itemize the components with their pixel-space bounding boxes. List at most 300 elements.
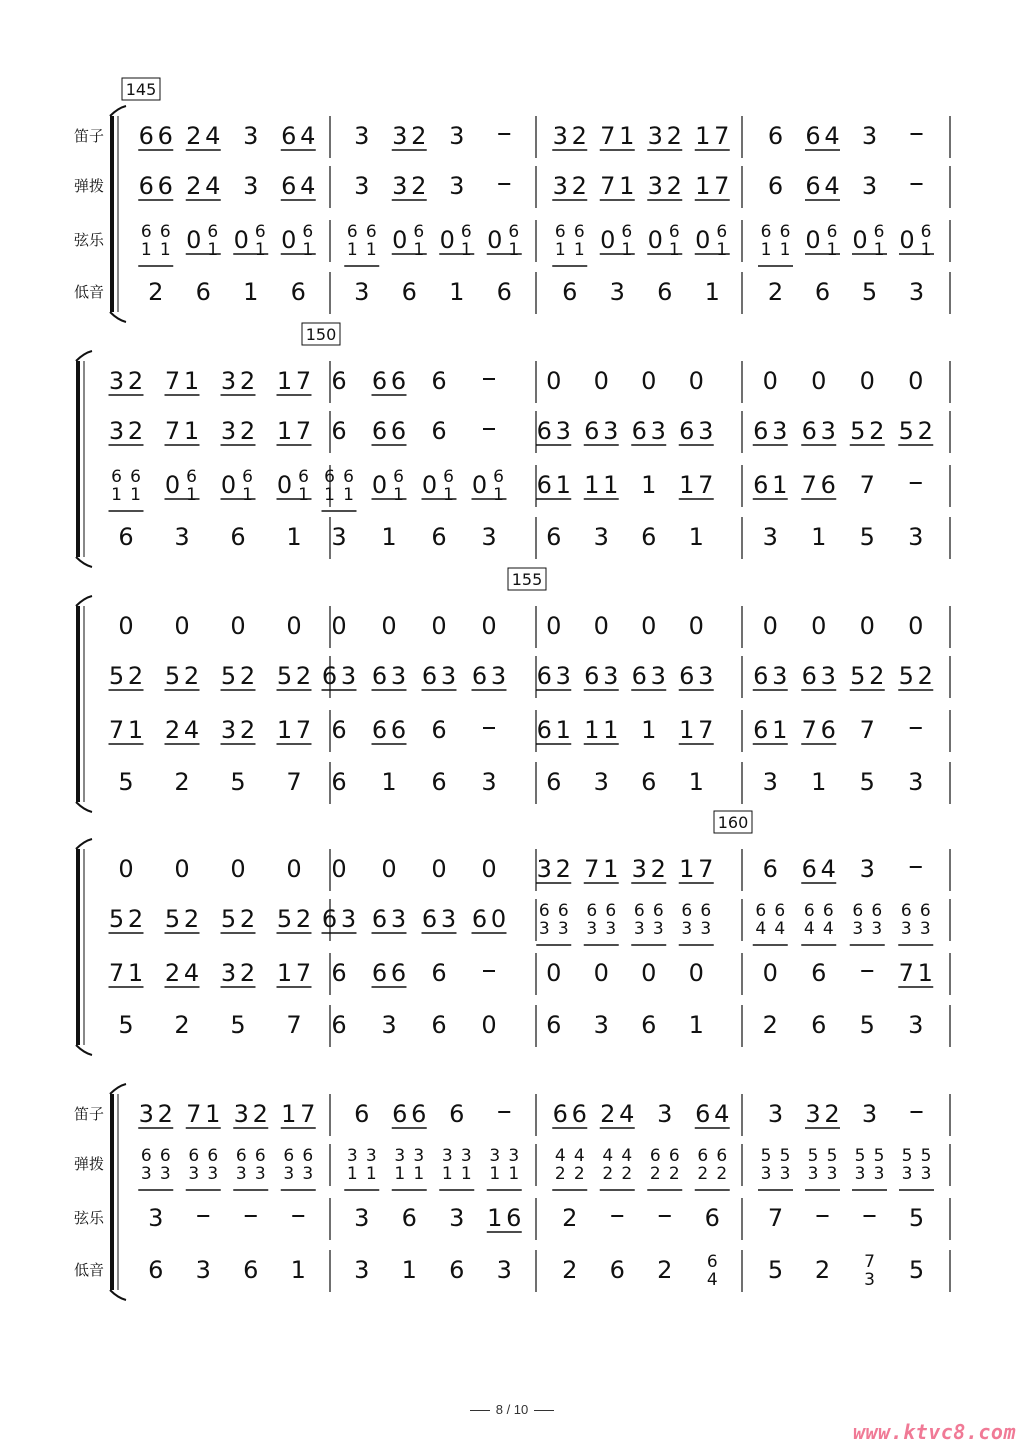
note-3: 3 bbox=[861, 172, 878, 200]
note-2: 2 bbox=[571, 172, 587, 200]
note-3: 3 bbox=[762, 768, 778, 796]
staff-3 bbox=[109, 953, 951, 995]
chord-lower-note: 1 bbox=[130, 485, 141, 505]
bracket-hook-bottom bbox=[76, 557, 92, 567]
note-2: 2 bbox=[239, 662, 256, 690]
staff-2 bbox=[74, 1144, 950, 1190]
chord-upper-note: 6 bbox=[365, 222, 377, 242]
note-7: 7 bbox=[898, 959, 914, 987]
chord-lower-note: 1 bbox=[779, 240, 791, 260]
note-6: 6 bbox=[562, 278, 578, 306]
note-2: 2 bbox=[562, 1204, 578, 1232]
chord-lower-note: 1 bbox=[186, 485, 197, 505]
note-3: 3 bbox=[772, 662, 788, 690]
note-3: 3 bbox=[552, 122, 568, 150]
note-3: 3 bbox=[496, 1256, 512, 1284]
chord-upper-note: 6 bbox=[779, 222, 791, 242]
staff-1 bbox=[109, 361, 951, 403]
chord-lower-note: 3 bbox=[254, 1164, 266, 1184]
note-5: 5 bbox=[898, 662, 914, 690]
note-7: 7 bbox=[300, 1100, 316, 1128]
rehearsal-number: 155 bbox=[511, 570, 543, 589]
chord-lower-note: 1 bbox=[668, 240, 680, 260]
note-0: 0 bbox=[174, 855, 190, 883]
note-0: 0 bbox=[421, 471, 438, 499]
chord-lower-note: 3 bbox=[605, 919, 617, 939]
note-2: 2 bbox=[295, 905, 312, 933]
chord-lower-note: 3 bbox=[852, 919, 864, 939]
chord-lower-note: 3 bbox=[140, 1164, 152, 1184]
note-7: 7 bbox=[767, 1204, 784, 1232]
note-6: 6 bbox=[753, 471, 769, 499]
chord-upper-note: 6 bbox=[557, 901, 569, 921]
note-0: 0 bbox=[220, 471, 237, 499]
staff-2 bbox=[109, 411, 951, 453]
chord-lower-note: 1 bbox=[159, 240, 171, 260]
note-1: 1 bbox=[584, 471, 600, 499]
staff-1 bbox=[118, 849, 950, 891]
page-footer bbox=[0, 1402, 1024, 1417]
note-2: 2 bbox=[127, 367, 144, 395]
chord-upper-note: 6 bbox=[573, 222, 585, 242]
note-6: 6 bbox=[281, 172, 297, 200]
chord-lower-note: 1 bbox=[346, 1164, 358, 1184]
note-7: 7 bbox=[714, 122, 730, 150]
instrument-label: 低音 bbox=[73, 1261, 104, 1279]
chord-upper-note: 6 bbox=[919, 901, 931, 921]
note-7: 7 bbox=[164, 417, 181, 445]
note-1: 1 bbox=[688, 1011, 704, 1039]
note-6: 6 bbox=[695, 1100, 711, 1128]
note-0: 0 bbox=[371, 471, 388, 499]
note-1: 1 bbox=[619, 122, 635, 150]
note-3: 3 bbox=[490, 662, 507, 690]
note-6: 6 bbox=[390, 367, 407, 395]
staff-3 bbox=[109, 465, 951, 511]
note-3: 3 bbox=[555, 417, 571, 445]
note-3: 3 bbox=[593, 523, 609, 551]
note-7: 7 bbox=[295, 959, 312, 987]
note-0: 0 bbox=[118, 855, 134, 883]
note-6: 6 bbox=[390, 959, 407, 987]
note-0: 0 bbox=[762, 959, 778, 987]
chord-upper-note: 3 bbox=[460, 1146, 472, 1166]
chord-upper-note: 6 bbox=[633, 901, 645, 921]
note-5: 5 bbox=[850, 417, 866, 445]
note-3: 3 bbox=[820, 662, 836, 690]
note-0: 0 bbox=[641, 612, 657, 640]
note-3: 3 bbox=[552, 172, 568, 200]
chord-upper-note: 6 bbox=[822, 901, 834, 921]
chord-lower-note: 3 bbox=[920, 1164, 932, 1184]
chord-lower-note: 3 bbox=[188, 1164, 200, 1184]
note-2: 2 bbox=[869, 662, 885, 690]
note-5: 5 bbox=[859, 523, 875, 551]
note-1: 1 bbox=[603, 855, 619, 883]
note-6: 6 bbox=[390, 716, 407, 744]
note-1: 1 bbox=[641, 716, 657, 744]
note-6: 6 bbox=[801, 662, 817, 690]
chord-lower-note: 2 bbox=[621, 1164, 633, 1184]
note-1: 1 bbox=[183, 367, 200, 395]
note-3: 3 bbox=[354, 1256, 370, 1284]
chord-lower-note: 2 bbox=[602, 1164, 614, 1184]
system-3 bbox=[76, 568, 950, 812]
note-6: 6 bbox=[431, 367, 447, 395]
bracket-hook-top bbox=[76, 596, 92, 606]
note-1: 1 bbox=[811, 523, 827, 551]
chord-upper-note: 4 bbox=[602, 1146, 614, 1166]
chord-upper-note: 6 bbox=[716, 222, 728, 242]
note-2: 2 bbox=[127, 662, 144, 690]
chord-lower-note: 2 bbox=[716, 1164, 728, 1184]
note-7: 7 bbox=[108, 716, 125, 744]
note-1: 1 bbox=[555, 471, 571, 499]
note-3: 3 bbox=[390, 905, 407, 933]
note-1: 1 bbox=[555, 716, 571, 744]
note-6: 6 bbox=[157, 122, 173, 150]
chord-lower-note: 1 bbox=[508, 240, 520, 260]
note-6: 6 bbox=[753, 716, 769, 744]
chord-lower-note: 1 bbox=[493, 485, 504, 505]
note-6: 6 bbox=[371, 367, 388, 395]
note-0: 0 bbox=[908, 367, 924, 395]
chord-upper-note: 6 bbox=[302, 1146, 314, 1166]
note-6: 6 bbox=[496, 278, 512, 306]
note-0: 0 bbox=[481, 855, 497, 883]
note-0: 0 bbox=[859, 367, 875, 395]
note-1: 1 bbox=[381, 523, 397, 551]
note-5: 5 bbox=[108, 662, 125, 690]
chord-upper-note: 3 bbox=[346, 1146, 358, 1166]
note-6: 6 bbox=[753, 662, 769, 690]
chord-lower-note: 3 bbox=[538, 919, 550, 939]
note-0: 0 bbox=[546, 367, 562, 395]
note-7: 7 bbox=[600, 172, 616, 200]
chord-upper-note: 6 bbox=[254, 222, 266, 242]
staff-4 bbox=[74, 1250, 950, 1292]
note-3: 3 bbox=[354, 278, 370, 306]
note-2: 2 bbox=[814, 1256, 831, 1284]
chord-upper-note: 6 bbox=[774, 901, 786, 921]
note-2: 2 bbox=[562, 1256, 578, 1284]
note-6: 6 bbox=[331, 959, 347, 987]
note-6: 6 bbox=[411, 1100, 427, 1128]
note-0: 0 bbox=[381, 855, 397, 883]
note-2: 2 bbox=[186, 122, 202, 150]
note-3: 3 bbox=[449, 122, 465, 150]
note-6: 6 bbox=[421, 662, 438, 690]
note-1: 1 bbox=[127, 716, 144, 744]
note-0: 0 bbox=[641, 367, 657, 395]
note-2: 2 bbox=[164, 959, 181, 987]
note-6: 6 bbox=[801, 417, 817, 445]
note-7: 7 bbox=[801, 471, 817, 499]
note-3: 3 bbox=[220, 367, 237, 395]
note-1: 1 bbox=[449, 278, 465, 306]
chord-upper-note: 6 bbox=[852, 901, 864, 921]
chord-upper-note: 6 bbox=[586, 901, 598, 921]
chord-upper-note: 6 bbox=[554, 222, 566, 242]
staff-1 bbox=[74, 116, 950, 158]
note-2: 2 bbox=[157, 1100, 173, 1128]
note-3: 3 bbox=[481, 523, 497, 551]
note-6: 6 bbox=[506, 1204, 522, 1232]
note-6: 6 bbox=[138, 172, 154, 200]
chord-upper-note: 6 bbox=[111, 467, 122, 487]
note-3: 3 bbox=[647, 122, 663, 150]
note-3: 3 bbox=[354, 172, 370, 200]
chord-lower-note: 1 bbox=[413, 240, 425, 260]
note-2: 2 bbox=[917, 662, 933, 690]
note-0: 0 bbox=[431, 855, 447, 883]
chord-lower-note: 3 bbox=[557, 919, 569, 939]
note-7: 7 bbox=[295, 716, 312, 744]
chord-upper-note: 6 bbox=[254, 1146, 266, 1166]
note-2: 2 bbox=[183, 662, 200, 690]
page-number: 8 / 10 bbox=[495, 1402, 529, 1417]
note-0: 0 bbox=[899, 226, 915, 254]
note-4: 4 bbox=[824, 122, 840, 150]
note-0: 0 bbox=[230, 855, 246, 883]
note-6: 6 bbox=[431, 959, 447, 987]
note-1: 1 bbox=[243, 278, 259, 306]
note-6: 6 bbox=[767, 122, 784, 150]
chord-upper-note: 6 bbox=[235, 1146, 247, 1166]
staff-4 bbox=[118, 517, 950, 559]
chord-lower-note: 3 bbox=[919, 919, 931, 939]
note-7: 7 bbox=[164, 367, 181, 395]
system-1 bbox=[74, 78, 950, 322]
note-5: 5 bbox=[276, 905, 293, 933]
note-6: 6 bbox=[331, 367, 347, 395]
chord-upper-note: 6 bbox=[324, 467, 335, 487]
chord-lower-note: 1 bbox=[716, 240, 728, 260]
chord-lower-note: 1 bbox=[343, 485, 354, 505]
chord-lower-note: 1 bbox=[920, 240, 932, 260]
note-3: 3 bbox=[390, 662, 407, 690]
staff-1 bbox=[74, 1094, 950, 1136]
chord-lower-note: 3 bbox=[807, 1164, 819, 1184]
note-4: 4 bbox=[300, 122, 316, 150]
chord-lower-note: 3 bbox=[779, 1164, 791, 1184]
note-3: 3 bbox=[392, 122, 408, 150]
chord-upper-note: 6 bbox=[188, 1146, 200, 1166]
chord-lower-note: 4 bbox=[774, 919, 786, 939]
chord-lower-note: 1 bbox=[302, 240, 314, 260]
note-6: 6 bbox=[195, 278, 211, 306]
chord-upper-note: 3 bbox=[441, 1146, 453, 1166]
note-3: 3 bbox=[220, 959, 237, 987]
note-5: 5 bbox=[850, 662, 866, 690]
chord-lower-note: 4 bbox=[706, 1270, 718, 1290]
chord-upper-note: 3 bbox=[394, 1146, 406, 1166]
bracket-hook-bottom bbox=[76, 1045, 92, 1055]
chord-lower-note: 1 bbox=[826, 240, 838, 260]
chord-lower-note: 1 bbox=[393, 485, 404, 505]
note-6: 6 bbox=[811, 1011, 827, 1039]
note-3: 3 bbox=[593, 768, 609, 796]
staff-3 bbox=[109, 710, 951, 752]
chord-lower-note: 3 bbox=[633, 919, 645, 939]
chord-lower-note: 3 bbox=[586, 919, 598, 939]
chord-lower-note: 1 bbox=[298, 485, 309, 505]
bracket-hook-bottom bbox=[110, 312, 126, 322]
staff-1 bbox=[118, 606, 950, 648]
note-7: 7 bbox=[859, 471, 875, 499]
note-0: 0 bbox=[859, 612, 875, 640]
note-6: 6 bbox=[631, 662, 647, 690]
chord-upper-note: 6 bbox=[668, 1146, 680, 1166]
note-2: 2 bbox=[411, 172, 427, 200]
note-6: 6 bbox=[371, 417, 388, 445]
note-3: 3 bbox=[908, 523, 924, 551]
chord-lower-note: 3 bbox=[652, 919, 664, 939]
chord-upper-note: 6 bbox=[706, 1252, 718, 1272]
staff-4 bbox=[118, 762, 950, 804]
chord-lower-note: 4 bbox=[822, 919, 834, 939]
note-7: 7 bbox=[698, 716, 714, 744]
chord-lower-note: 1 bbox=[394, 1164, 406, 1184]
note-3: 3 bbox=[381, 1011, 397, 1039]
note-1: 1 bbox=[695, 122, 711, 150]
note-2: 2 bbox=[657, 1256, 673, 1284]
note-3: 3 bbox=[698, 662, 714, 690]
note-3: 3 bbox=[243, 172, 259, 200]
instrument-label: 弹拨 bbox=[73, 177, 104, 195]
note-3: 3 bbox=[233, 1100, 249, 1128]
chord-upper-note: 6 bbox=[159, 1146, 171, 1166]
chord-lower-note: 1 bbox=[554, 240, 566, 260]
note-0: 0 bbox=[908, 612, 924, 640]
chord-lower-note: 4 bbox=[755, 919, 767, 939]
note-3: 3 bbox=[767, 1100, 784, 1128]
chord-upper-note: 6 bbox=[140, 1146, 152, 1166]
note-6: 6 bbox=[431, 417, 447, 445]
note-2: 2 bbox=[164, 716, 181, 744]
note-1: 1 bbox=[641, 471, 657, 499]
note-4: 4 bbox=[820, 855, 836, 883]
chord-upper-note: 6 bbox=[140, 222, 152, 242]
instrument-label: 笛子 bbox=[73, 1105, 104, 1123]
note-1: 1 bbox=[695, 172, 711, 200]
bracket-hook-top bbox=[110, 1084, 126, 1094]
chord-lower-note: 1 bbox=[873, 240, 885, 260]
chord-upper-note: 6 bbox=[413, 222, 425, 242]
bracket-hook-bottom bbox=[110, 1290, 126, 1300]
chord-upper-note: 5 bbox=[901, 1146, 913, 1166]
note-6: 6 bbox=[704, 1204, 720, 1232]
note-6: 6 bbox=[546, 768, 562, 796]
instrument-label: 笛子 bbox=[73, 127, 104, 145]
chord-upper-note: 5 bbox=[920, 1146, 932, 1166]
note-3: 3 bbox=[908, 768, 924, 796]
chord-lower-note: 2 bbox=[697, 1164, 709, 1184]
instrument-label: 弹拨 bbox=[73, 1155, 104, 1173]
chord-upper-note: 6 bbox=[760, 222, 772, 242]
note-0: 0 bbox=[641, 959, 657, 987]
chord-upper-note: 5 bbox=[873, 1146, 885, 1166]
note-6: 6 bbox=[401, 1204, 417, 1232]
note-6: 6 bbox=[371, 716, 388, 744]
note-2: 2 bbox=[650, 855, 666, 883]
bracket-hook-bottom bbox=[76, 802, 92, 812]
chord-upper-note: 6 bbox=[803, 901, 815, 921]
note-3: 3 bbox=[174, 523, 190, 551]
note-6: 6 bbox=[371, 662, 388, 690]
chord-upper-note: 6 bbox=[697, 1146, 709, 1166]
chord-upper-note: 6 bbox=[283, 1146, 295, 1166]
system-5 bbox=[74, 1084, 950, 1300]
note-5: 5 bbox=[220, 905, 237, 933]
note-0: 0 bbox=[546, 612, 562, 640]
chord-lower-note: 1 bbox=[346, 240, 358, 260]
rehearsal-number: 145 bbox=[125, 80, 157, 99]
note-2: 2 bbox=[239, 905, 256, 933]
chord-upper-note: 5 bbox=[779, 1146, 791, 1166]
note-0: 0 bbox=[593, 959, 609, 987]
chord-upper-note: 6 bbox=[159, 222, 171, 242]
note-3: 3 bbox=[650, 417, 666, 445]
note-6: 6 bbox=[148, 1256, 164, 1284]
chord-lower-note: 2 bbox=[554, 1164, 566, 1184]
note-2: 2 bbox=[824, 1100, 840, 1128]
note-7: 7 bbox=[286, 768, 302, 796]
chord-upper-note: 6 bbox=[508, 222, 520, 242]
note-6: 6 bbox=[641, 1011, 657, 1039]
rehearsal-number: 150 bbox=[305, 325, 337, 344]
note-1: 1 bbox=[679, 471, 695, 499]
chord-lower-note: 1 bbox=[489, 1164, 501, 1184]
note-3: 3 bbox=[340, 662, 357, 690]
note-2: 2 bbox=[917, 417, 933, 445]
note-6: 6 bbox=[814, 278, 831, 306]
note-1: 1 bbox=[679, 716, 695, 744]
note-0: 0 bbox=[688, 959, 704, 987]
note-6: 6 bbox=[471, 905, 488, 933]
note-0: 0 bbox=[286, 612, 302, 640]
note-3: 3 bbox=[449, 1204, 465, 1232]
note-4: 4 bbox=[300, 172, 316, 200]
chord-lower-note: 1 bbox=[621, 240, 633, 260]
note-6: 6 bbox=[536, 471, 552, 499]
note-6: 6 bbox=[471, 662, 488, 690]
note-2: 2 bbox=[239, 367, 256, 395]
chord-upper-note: 3 bbox=[365, 1146, 377, 1166]
staff-2 bbox=[109, 656, 951, 698]
note-3: 3 bbox=[603, 417, 619, 445]
note-2: 2 bbox=[239, 959, 256, 987]
chord-lower-note: 3 bbox=[283, 1164, 295, 1184]
note-0: 0 bbox=[647, 226, 663, 254]
instrument-label: 弦乐 bbox=[73, 1209, 104, 1227]
staff-3 bbox=[74, 220, 950, 266]
chord-upper-note: 6 bbox=[668, 222, 680, 242]
note-4: 4 bbox=[205, 122, 221, 150]
note-5: 5 bbox=[859, 1011, 875, 1039]
note-7: 7 bbox=[186, 1100, 202, 1128]
note-5: 5 bbox=[908, 1204, 925, 1232]
instrument-label: 弦乐 bbox=[73, 231, 104, 249]
note-6: 6 bbox=[431, 768, 447, 796]
note-1: 1 bbox=[290, 1256, 306, 1284]
note-7: 7 bbox=[859, 716, 875, 744]
chord-upper-note: 6 bbox=[207, 1146, 219, 1166]
chord-upper-note: 4 bbox=[554, 1146, 566, 1166]
chord-lower-note: 3 bbox=[854, 1164, 866, 1184]
note-0: 0 bbox=[439, 226, 455, 254]
chord-upper-note: 5 bbox=[826, 1146, 838, 1166]
